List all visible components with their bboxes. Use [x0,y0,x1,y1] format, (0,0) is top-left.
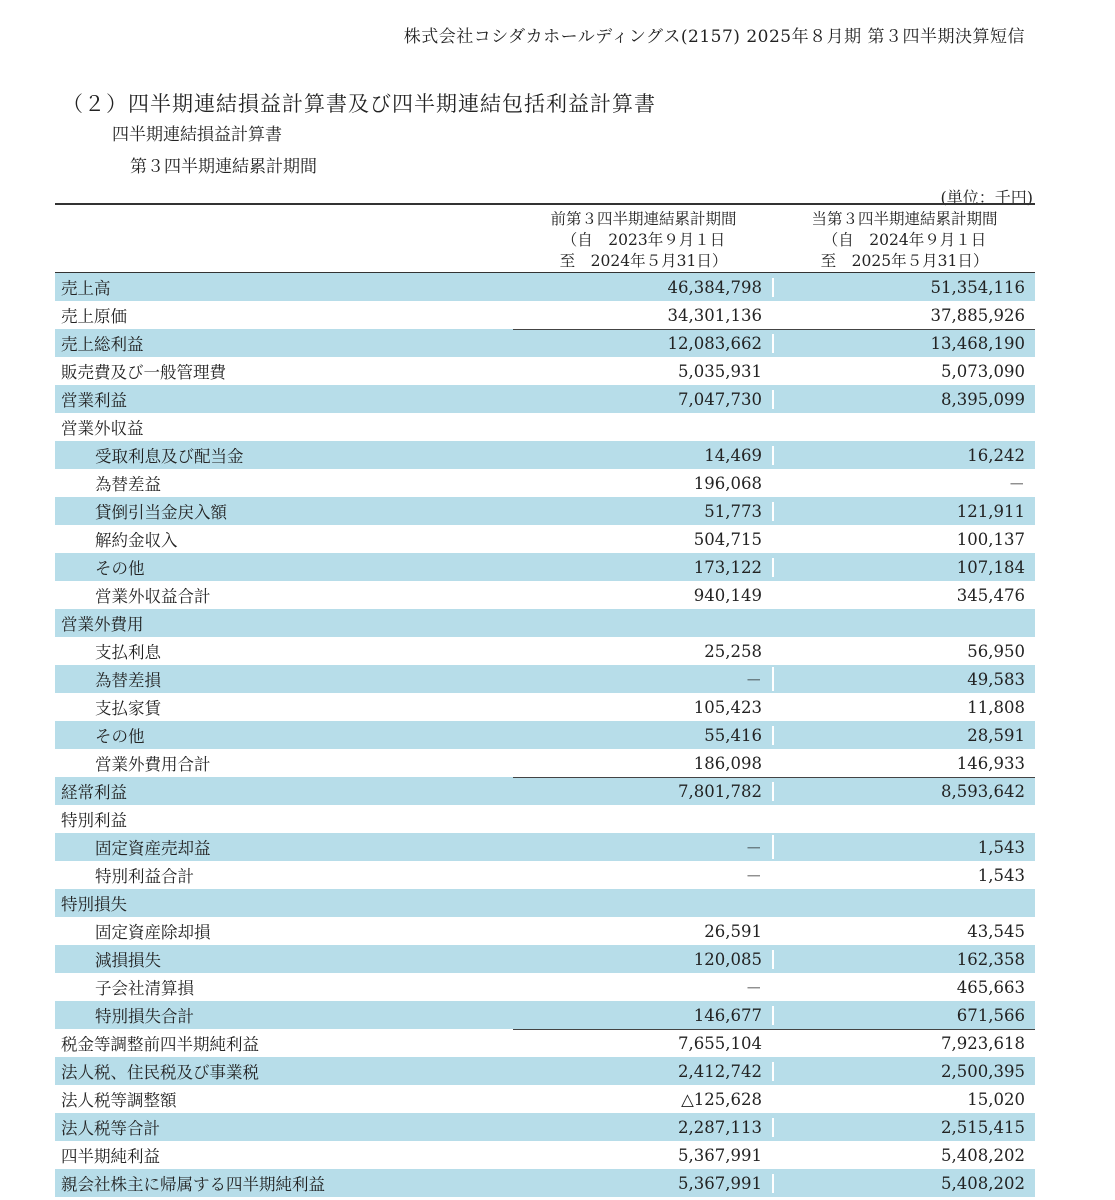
table-row [55,329,1035,357]
table-row [55,805,1035,833]
value-curr-period: 2,515,415 [941,1117,1025,1137]
table-row [55,1029,1035,1057]
value-curr-period: 7,923,618 [941,1033,1025,1053]
statement-title: 四半期連結損益計算書 [112,125,282,145]
unit-label: (単位：千円) [940,188,1033,207]
value-prev-period: 25,258 [513,642,774,661]
header-label-cell [55,205,513,272]
value-curr-period: 37,885,926 [930,305,1025,325]
row-label: 営業外費用 [61,615,144,634]
value-prev-period: 504,715 [513,530,774,549]
value-curr-period: 671,566 [956,1005,1025,1025]
value-prev-period: △125,628 [513,1090,774,1109]
table-row [55,1057,1035,1085]
row-label: 法人税、住民税及び事業税 [61,1063,259,1082]
table-row [55,833,1035,861]
table-row [55,777,1035,805]
value-prev-period: 12,083,662 [513,334,774,353]
table-row [55,665,1035,693]
value-curr-period: 28,591 [967,725,1025,745]
period-title: 第３四半期連結累計期間 [130,157,317,177]
table-row [55,945,1035,973]
table-row [55,385,1035,413]
table-row [55,1085,1035,1113]
row-label: 特別損失合計 [95,1007,194,1026]
row-label: 売上原価 [61,307,127,326]
value-curr-period: 107,184 [956,557,1025,577]
row-label: 売上総利益 [61,335,144,354]
value-prev-period: － [513,863,774,887]
value-prev-period: 105,423 [513,698,774,717]
value-prev-period: 14,469 [513,446,774,465]
row-label: 経常利益 [61,783,127,802]
value-prev-period: 26,591 [513,922,774,941]
value-prev-period: 173,122 [513,558,774,577]
table-row [55,497,1035,525]
value-prev-period: － [513,975,774,999]
row-label: 特別利益 [61,811,127,830]
row-label: 法人税等調整額 [61,1091,177,1110]
value-curr-period: 2,500,395 [941,1061,1025,1081]
value-curr-period: － [1008,475,1025,494]
value-prev-period: 120,085 [513,950,774,969]
document-header: 株式会社コシダカホールディングス(2157) 2025年８月期 第３四半期決算短信 [403,27,1025,47]
row-label: その他 [95,559,145,578]
table-row [55,553,1035,581]
value-prev-period: 7,801,782 [513,782,774,801]
table-row [55,357,1035,385]
value-curr-period: 345,476 [956,585,1025,605]
table-row [55,273,1035,301]
value-prev-period: 196,068 [513,474,774,493]
row-label: 四半期純利益 [61,1147,160,1166]
value-prev-period: 5,367,991 [513,1174,774,1193]
value-prev-period: 940,149 [513,586,774,605]
row-label: 支払利息 [95,643,161,662]
table-row [55,1169,1035,1197]
value-curr-period: 1,543 [977,837,1025,857]
table-row [55,1001,1035,1029]
row-label: 特別利益合計 [95,867,194,886]
column-header-line: （自 2023年９月１日 [561,231,726,249]
table-row [55,469,1035,497]
row-label: 支払家賃 [95,699,161,718]
table-row [55,973,1035,1001]
row-label: 営業外収益 [61,419,144,438]
value-curr-period: 43,545 [967,921,1025,941]
value-prev-period: 146,677 [513,1006,774,1025]
table-row [55,441,1035,469]
value-curr-period: 49,583 [967,669,1025,689]
table-row [55,609,1035,637]
value-curr-period: 16,242 [967,445,1025,465]
column-header-prev [513,205,774,272]
value-curr-period: 1,543 [977,865,1025,885]
value-curr-period: 465,663 [956,977,1025,997]
value-prev-period: 46,384,798 [513,278,774,297]
value-curr-period: 5,408,202 [941,1173,1025,1193]
table-body [55,273,1035,1197]
value-prev-period: 2,287,113 [513,1118,774,1137]
row-label: 固定資産除却損 [95,923,211,942]
value-prev-period: 7,047,730 [513,390,774,409]
column-header-curr [774,205,1035,272]
value-curr-period: 11,808 [967,697,1025,717]
row-label: 営業外収益合計 [95,587,211,606]
table-row [55,917,1035,945]
row-label: 販売費及び一般管理費 [61,363,226,382]
table-row [55,301,1035,329]
value-curr-period: 8,593,642 [941,781,1025,801]
table-row [55,693,1035,721]
row-label: 売上高 [61,279,111,298]
value-prev-period: 55,416 [513,726,774,745]
column-header-line: （自 2024年９月１日 [822,231,987,249]
value-prev-period: 5,367,991 [513,1146,774,1165]
table-row [55,637,1035,665]
value-curr-period: 121,911 [956,501,1025,521]
row-label: 営業外費用合計 [95,755,211,774]
row-label: 特別損失 [61,895,127,914]
row-label: 貸倒引当金戻入額 [95,503,227,522]
value-curr-period: 162,358 [956,949,1025,969]
table-row [55,721,1035,749]
row-label: 営業利益 [61,391,127,410]
value-curr-period: 5,408,202 [941,1145,1025,1165]
value-curr-period: 56,950 [967,641,1025,661]
table-row [55,1113,1035,1141]
value-curr-period: 100,137 [956,529,1025,549]
table-row [55,889,1035,917]
row-label: 固定資産売却益 [95,839,211,858]
value-prev-period: － [513,835,774,859]
value-prev-period: 7,655,104 [513,1034,774,1053]
row-label: その他 [95,727,145,746]
column-header-line: 前第３四半期連結累計期間 [550,210,737,228]
row-label: 受取利息及び配当金 [95,447,244,466]
table-row [55,581,1035,609]
table-row [55,413,1035,441]
row-label: 親会社株主に帰属する四半期純利益 [61,1175,325,1194]
row-label: 減損損失 [95,951,161,970]
value-curr-period: 51,354,116 [930,277,1025,297]
value-prev-period: 51,773 [513,502,774,521]
row-label: 為替差損 [95,671,161,690]
row-label: 子会社清算損 [95,979,194,998]
column-header-line: 至 2024年５月31日） [559,252,728,270]
section-title: （２）四半期連結損益計算書及び四半期連結包括利益計算書 [62,92,656,116]
table-row [55,1141,1035,1169]
value-prev-period: 5,035,931 [513,362,774,381]
value-prev-period: 186,098 [513,754,774,773]
row-label: 為替差益 [95,475,161,494]
column-header-line: 至 2025年５月31日） [820,252,989,270]
value-curr-period: 15,020 [967,1089,1025,1109]
income-statement-table [55,203,1035,1197]
value-curr-period: 5,073,090 [941,361,1025,381]
table-row [55,861,1035,889]
row-label: 解約金収入 [95,531,178,550]
value-curr-period: 146,933 [956,753,1025,773]
table-header [55,205,1035,273]
value-prev-period: － [513,667,774,691]
row-label: 法人税等合計 [61,1119,160,1138]
value-curr-period: 8,395,099 [941,389,1025,409]
value-prev-period: 2,412,742 [513,1062,774,1081]
column-header-line: 当第３四半期連結累計期間 [811,210,998,228]
table-row [55,749,1035,777]
value-prev-period: 34,301,136 [513,306,774,325]
value-curr-period: 13,468,190 [930,333,1025,353]
row-label: 税金等調整前四半期純利益 [61,1035,259,1054]
table-row [55,525,1035,553]
